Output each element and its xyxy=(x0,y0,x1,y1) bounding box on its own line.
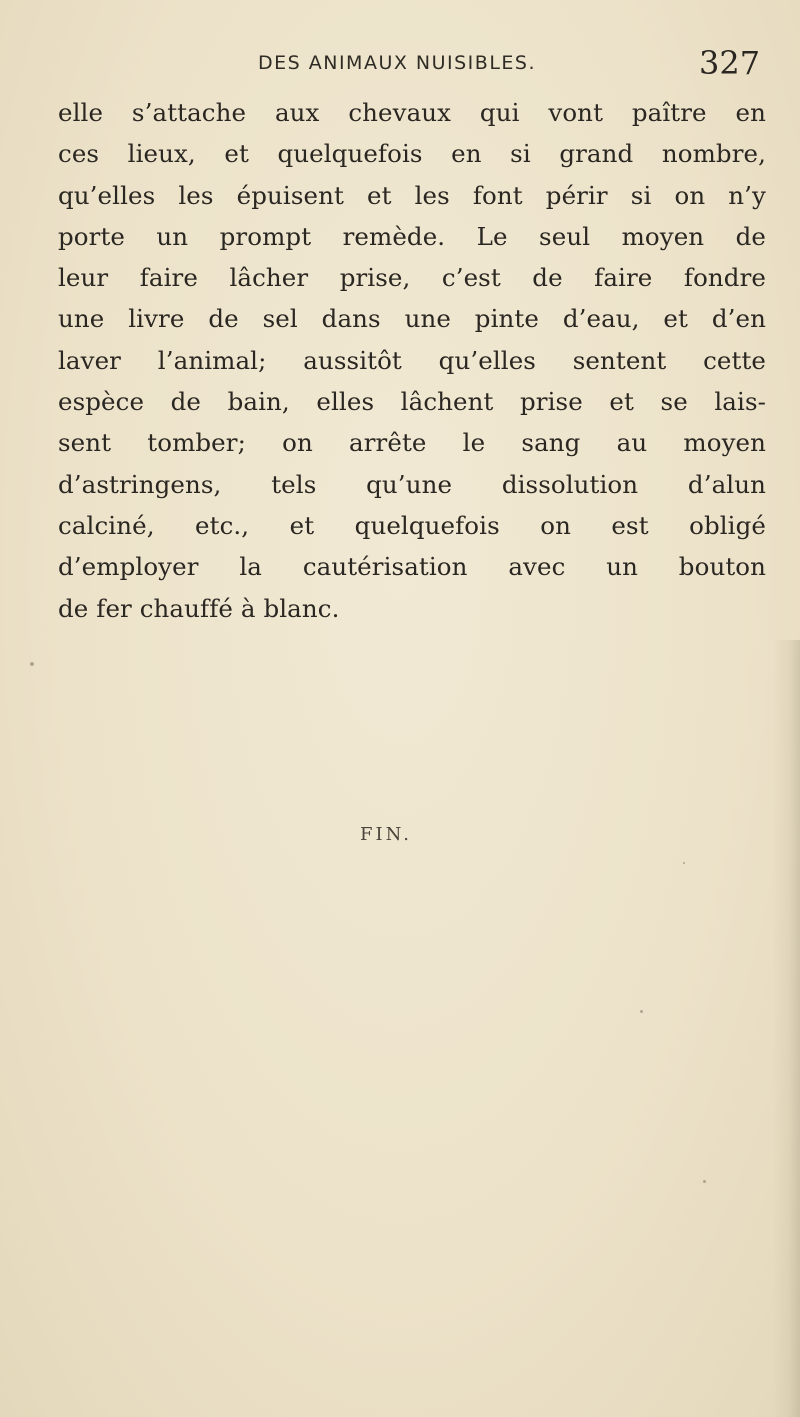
paper-speck xyxy=(703,1180,706,1183)
text-line: espèce de bain, elles lâchent prise et se lais- xyxy=(58,387,766,417)
body-text xyxy=(58,92,766,629)
text-line: leur faire lâcher prise, c’est de faire fondre xyxy=(58,263,766,293)
paper-speck xyxy=(683,862,685,864)
text-line: de fer chauffé à blanc. xyxy=(58,593,340,623)
end-mark: FIN. xyxy=(360,824,412,845)
running-head: DES ANIMAUX NUISIBLES. xyxy=(258,52,537,74)
text-line: qu’elles les épuisent et les font périr si on n’y xyxy=(58,180,766,210)
paper-speck xyxy=(30,662,34,666)
text-line: porte un prompt remède. Le seul moyen de xyxy=(58,221,766,251)
text-line: sent tomber; on arrête le sang au moyen xyxy=(58,428,766,458)
text-line: d’employer la cautérisation avec un bouton xyxy=(58,552,766,582)
text-line: elle s’attache aux chevaux qui vont paître en xyxy=(58,98,766,127)
paper-speck xyxy=(640,1010,643,1013)
text-line: une livre de sel dans une pinte d’eau, et d’en xyxy=(58,304,766,334)
text-line: d’astringens, tels qu’une dissolution d’alun xyxy=(58,469,766,499)
page-number: 327 xyxy=(699,44,761,82)
text-line: calciné, etc., et quelquefois on est obligé xyxy=(58,510,766,540)
text-line: laver l’animal; aussitôt qu’elles sentent cette xyxy=(58,345,766,375)
text-line: ces lieux, et quelquefois en si grand nombre, xyxy=(58,139,766,169)
page-edge-shadow xyxy=(772,640,800,1417)
